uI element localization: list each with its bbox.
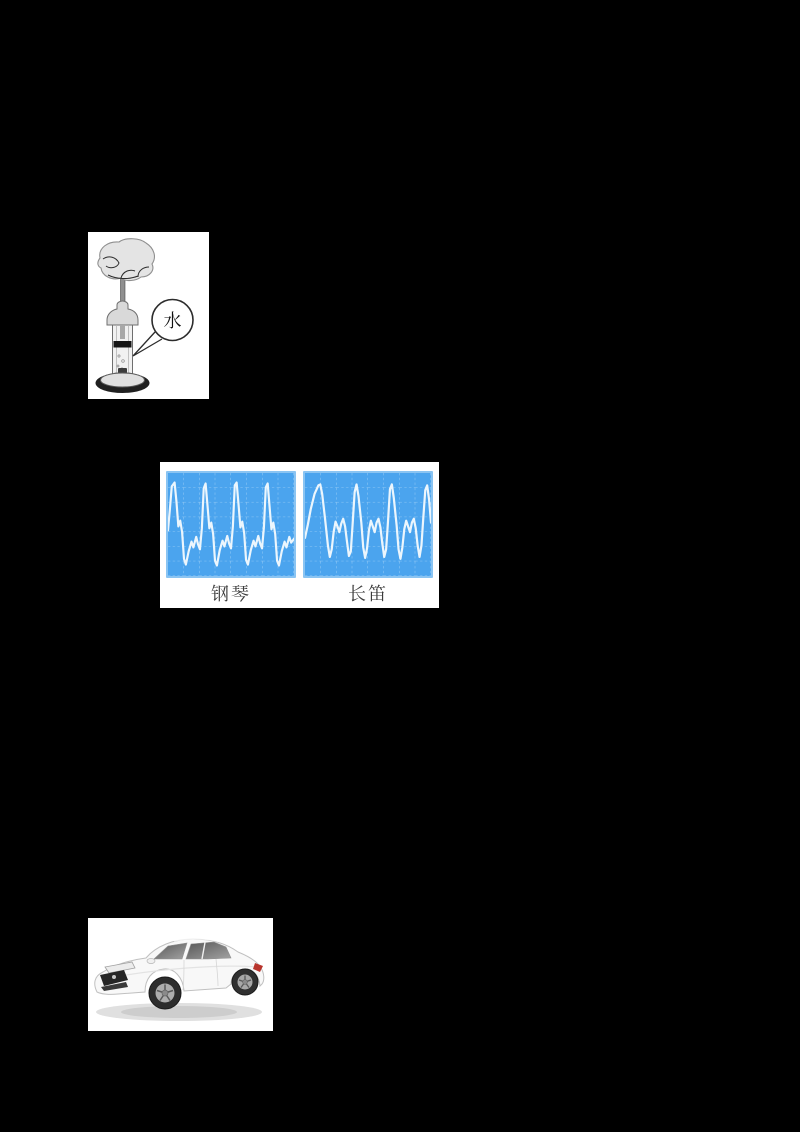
glass-tube <box>113 325 133 374</box>
oscilloscope-panels <box>160 462 439 578</box>
rear-wheel <box>232 969 258 995</box>
pump-illustration <box>88 232 209 399</box>
waveform-figure <box>160 462 439 608</box>
flute-label: 长笛 <box>348 584 388 604</box>
speech-bubble-tail <box>133 332 162 356</box>
water-band <box>114 341 132 348</box>
base <box>96 373 150 393</box>
car-illustration <box>88 918 273 1031</box>
oscilloscope-left <box>166 471 296 578</box>
car-figure <box>88 918 273 1031</box>
oscilloscope-right <box>303 471 433 578</box>
cylinder-cap <box>107 301 138 325</box>
pump-figure <box>88 232 209 399</box>
brand-badge <box>112 975 116 979</box>
water-label: 水 <box>163 311 182 331</box>
piano-label: 钢琴 <box>211 584 251 604</box>
hand <box>98 239 155 281</box>
front-wheel <box>149 977 181 1009</box>
side-mirror <box>147 959 155 964</box>
car-shadow <box>96 1003 262 1021</box>
